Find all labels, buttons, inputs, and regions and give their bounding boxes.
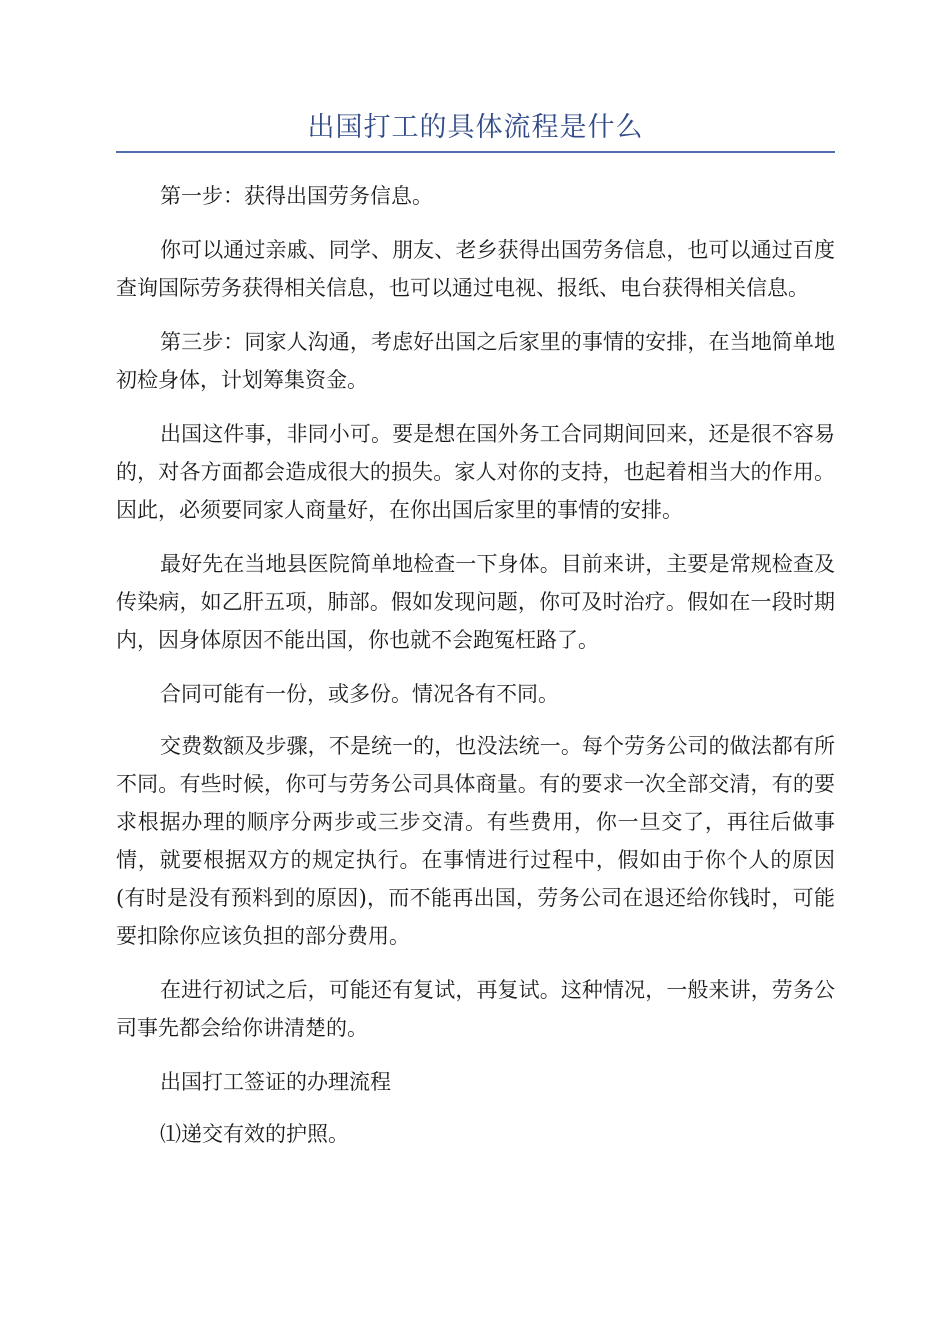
document-title: 出国打工的具体流程是什么 [116,108,835,153]
paragraph-health-check: 最好先在当地县医院简单地检查一下身体。目前来讲，主要是常规检查及传染病，如乙肝五项，肺部。假如发现问题，你可及时治疗。假如在一段时期内，因身体原因不能出国，你也就不会跑冤枉路了。 [116,552,835,652]
paragraph-passport: ⑴递交有效的护照。 [160,1122,349,1146]
paragraph-info-sources: 你可以通过亲戚、同学、朋友、老乡获得出国劳务信息，也可以通过百度查询国际劳务获得相关信息，也可以通过电视、报纸、电台获得相关信息。 [116,238,835,300]
paragraph-retest: 在进行初试之后，可能还有复试，再复试。这种情况，一般来讲，劳务公司事先都会给你讲清楚的。 [116,978,835,1040]
document-page [116,108,835,1167]
paragraph-fees: 交费数额及步骤，不是统一的，也没法统一。每个劳务公司的做法都有所不同。有些时候，你可与劳务公司具体商量。有的要求一次全部交清，有的要求根据办理的顺序分两步或三步交清。有些费用，你一旦交了，再往后做事情，就要根据双方的规定执行。在事情进行过程中，假如由于你个人的原因(有时是没有预料到的原因)，而不能再出国，劳务公司在退还给你钱时，可能要扣除你应该负担的部分费用。 [116,734,835,948]
paragraph-step-three: 第三步：同家人沟通，考虑好出国之后家里的事情的安排，在当地简单地初检身体，计划筹集资金。 [116,330,835,392]
paragraph-step-one: 第一步：获得出国劳务信息。 [160,184,433,208]
paragraph-family-support: 出国这件事，非同小可。要是想在国外务工合同期间回来，还是很不容易的，对各方面都会造成很大的损失。家人对你的支持，也起着相当大的作用。因此，必须要同家人商量好，在你出国后家里的事情的安排。 [116,422,835,522]
paragraph-visa-heading: 出国打工签证的办理流程 [160,1070,391,1094]
document-body [116,177,835,1153]
paragraph-contract: 合同可能有一份，或多份。情况各有不同。 [160,682,559,706]
